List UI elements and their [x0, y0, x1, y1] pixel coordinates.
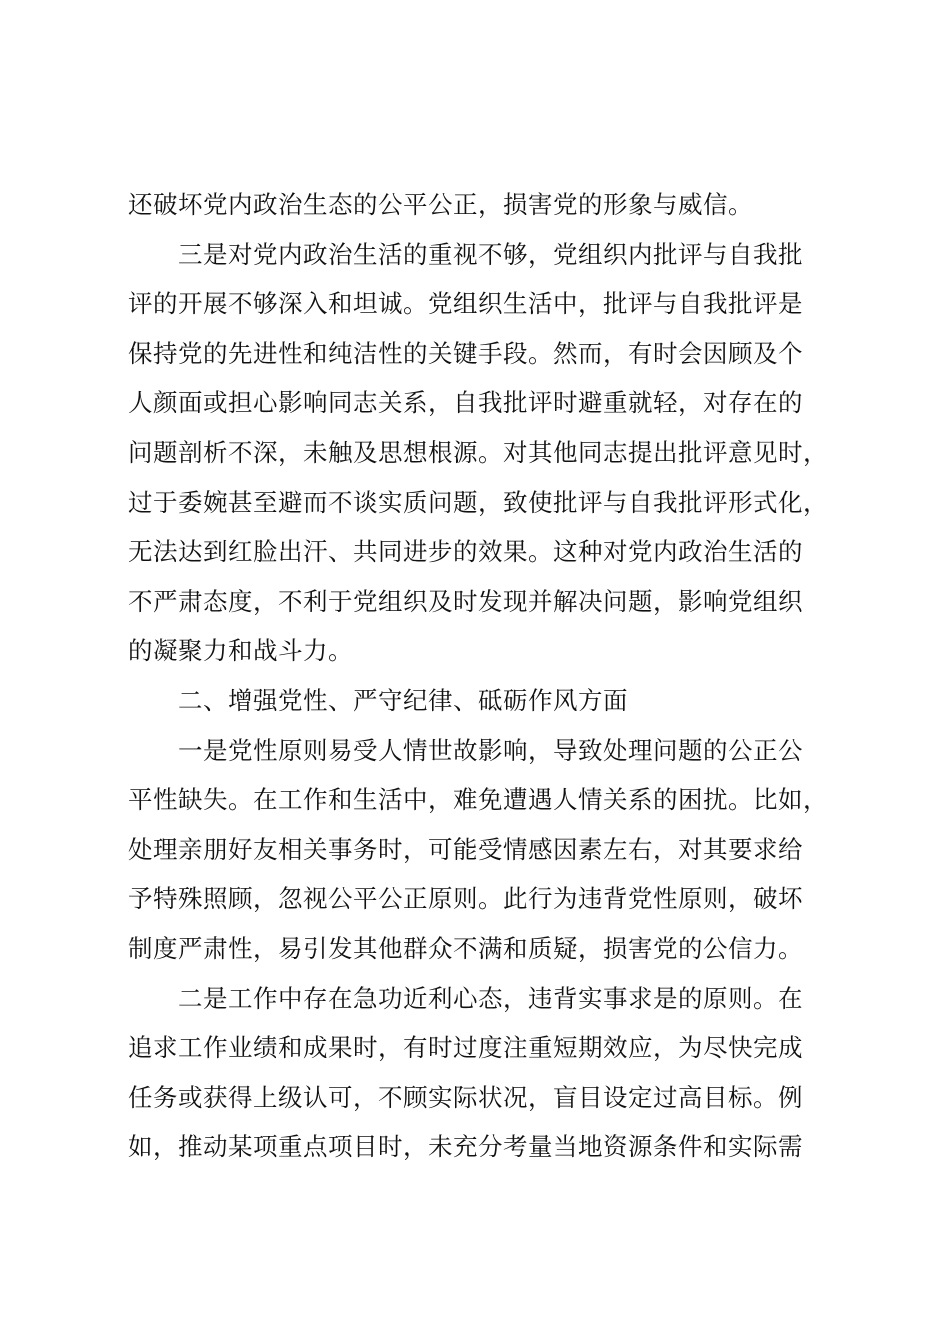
text-line: 平性缺失。在工作和生活中，难免遭遇人情关系的困扰。比如，	[128, 785, 828, 815]
text-line: 不严肃态度，不利于党组织及时发现并解决问题，影响党组织	[128, 586, 803, 616]
text-line: 的凝聚力和战斗力。	[128, 636, 353, 666]
text-line: 保持党的先进性和纯洁性的关键手段。然而，有时会因顾及个	[128, 338, 803, 368]
text-line: 予特殊照顾，忽视公平公正原则。此行为违背党性原则，破坏	[128, 884, 803, 914]
text-line: 追求工作业绩和成果时，有时过度注重短期效应，为尽快完成	[128, 1033, 803, 1063]
text-line: 制度严肃性，易引发其他群众不满和质疑，损害党的公信力。	[128, 933, 803, 963]
text-line: 任务或获得上级认可，不顾实际状况，盲目设定过高目标。例	[128, 1082, 803, 1112]
document-body	[128, 180, 858, 1172]
text-line: 三是对党内政治生活的重视不够，党组织内批评与自我批	[178, 239, 803, 269]
text-line: 一是党性原则易受人情世故影响，导致处理问题的公正公	[178, 735, 803, 765]
text-line: 问题剖析不深，未触及思想根源。对其他同志提出批评意见时，	[128, 437, 828, 467]
text-line: 无法达到红脸出汗、共同进步的效果。这种对党内政治生活的	[128, 537, 803, 567]
text-line: 二、增强党性、严守纪律、砥砺作风方面	[178, 685, 628, 715]
text-line: 人颜面或担心影响同志关系，自我批评时避重就轻，对存在的	[128, 388, 803, 418]
text-line: 还破坏党内政治生态的公平公正，损害党的形象与威信。	[128, 190, 753, 219]
text-line: 如，推动某项重点项目时，未充分考量当地资源条件和实际需	[128, 1132, 803, 1162]
text-line: 二是工作中存在急功近利心态，违背实事求是的原则。在	[178, 983, 803, 1013]
text-line: 过于委婉甚至避而不谈实质问题，致使批评与自我批评形式化，	[128, 487, 828, 517]
text-line: 处理亲朋好友相关事务时，可能受情感因素左右，对其要求给	[128, 834, 803, 864]
text-line: 评的开展不够深入和坦诚。党组织生活中，批评与自我批评是	[128, 289, 803, 319]
